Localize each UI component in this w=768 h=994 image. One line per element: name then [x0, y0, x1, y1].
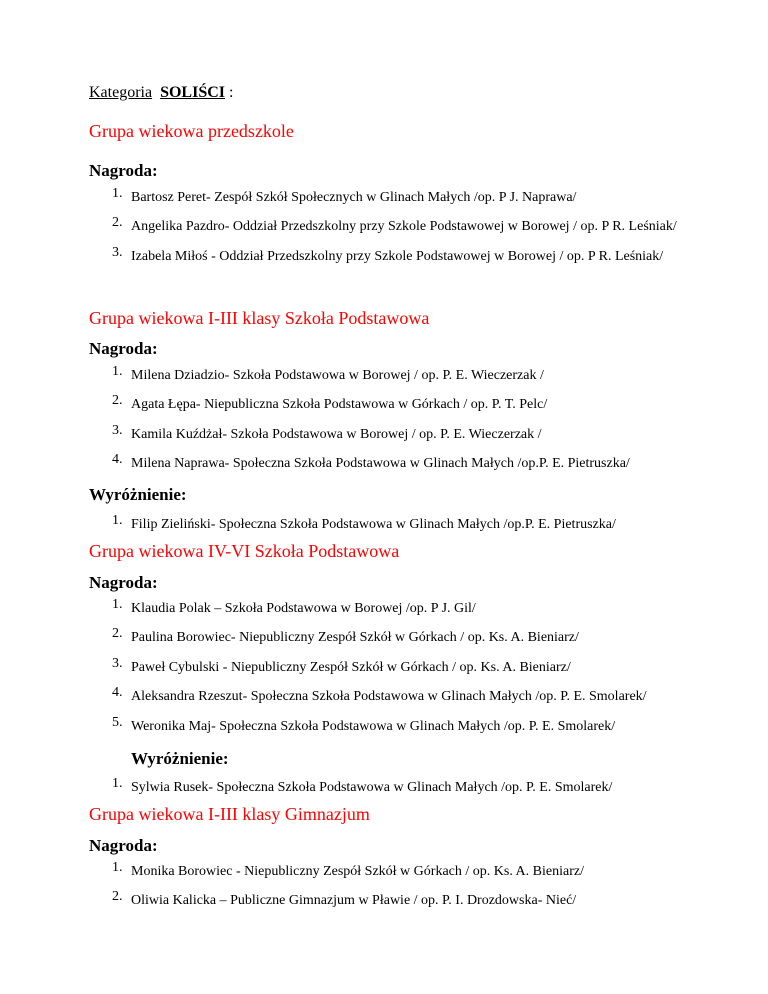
nagroda-list-gimnazjum [0, 859, 691, 921]
section-title-przedszkole: Grupa wiekowa przedszkole [89, 121, 294, 141]
list-item: 1. Sylwia Rusek- Społeczna Szkoła Podstawowa w Glinach Małych /op. P. E. Smolarek/ [112, 775, 613, 795]
wyroznienie-label: Wyróżnienie: [89, 485, 187, 504]
nagroda-list-przedszkole [0, 185, 691, 277]
nagroda-label: Nagroda: [89, 161, 158, 180]
list-item: 3. Paweł Cybulski - Niepubliczny Zespół Szkół w Górkach / op. Ks. A. Bieniarz/ [112, 655, 571, 675]
section-title-1-3-sp: Grupa wiekowa I-III klasy Szkoła Podstawowa [89, 308, 430, 328]
section-title-4-6-sp: Grupa wiekowa IV-VI Szkoła Podstawowa [89, 541, 400, 561]
list-item: 1. Bartosz Peret- Zespół Szkół Społecznych w Glinach Małych /op. P J. Naprawa/ [112, 185, 577, 205]
nagroda-label: Nagroda: [89, 836, 158, 855]
list-item: 2. Angelika Pazdro- Oddział Przedszkolny przy Szkole Podstawowej w Borowej / op. P R. Leśniak/ [112, 215, 677, 234]
document-heading [89, 83, 233, 103]
nagroda-label: Nagroda: [89, 573, 158, 592]
section-title-gimnazjum: Grupa wiekowa I-III klasy Gimnazjum [89, 804, 370, 824]
list-item: 1. Milena Dziadzio- Szkoła Podstawowa w Borowej / op. P. E. Wieczerzak / [112, 363, 544, 383]
heading-prefix: Kategoria [89, 84, 153, 101]
heading-category: SOLIŚCI [160, 84, 225, 101]
nagroda-label: Nagroda: [89, 339, 158, 358]
list-item: 5. Weronika Maj- Społeczna Szkoła Podstawowa w Glinach Małych /op. P. E. Smolarek/ [112, 714, 616, 734]
list-item: 1. Monika Borowiec - Niepubliczny Zespół Szkół w Górkach / op. Ks. A. Bieniarz/ [112, 859, 584, 879]
heading-suffix: : [225, 84, 234, 101]
list-item: 1. Filip Zieliński- Społeczna Szkoła Podstawowa w Glinach Małych /op.P. E. Pietruszka/ [112, 512, 616, 532]
list-item: 3. Kamila Kuźdżał- Szkoła Podstawowa w Borowej / op. P. E. Wieczerzak / [112, 422, 542, 442]
list-item: 2. Paulina Borowiec- Niepubliczny Zespół Szkół w Górkach / op. Ks. A. Bieniarz/ [112, 626, 579, 645]
list-item: 1. Klaudia Polak – Szkoła Podstawowa w Borowej /op. P J. Gil/ [112, 596, 476, 616]
list-item: 3. Izabela Miłoś - Oddział Przedszkolny przy Szkole Podstawowej w Borowej / op. P R. Leśniak/ [112, 244, 664, 264]
list-item: 2. Agata Łępa- Niepubliczna Szkoła Podstawowa w Górkach / op. P. T. Pelc/ [112, 393, 548, 412]
list-item: 2. Oliwia Kalicka – Publiczne Gimnazjum w Pławie / op. P. I. Drozdowska- Nieć/ [112, 889, 577, 908]
nagroda-list-4-6-sp [0, 596, 691, 747]
list-item: 4. Aleksandra Rzeszut- Społeczna Szkoła Podstawowa w Glinach Małych /op. P. E. Smolarek/ [112, 685, 647, 704]
wyroznienie-label: Wyróżnienie: [131, 749, 229, 768]
nagroda-list-1-3-sp [0, 363, 691, 484]
list-item: 4. Milena Naprawa- Społeczna Szkoła Podstawowa w Glinach Małych /op.P. E. Pietruszka/ [112, 452, 630, 471]
